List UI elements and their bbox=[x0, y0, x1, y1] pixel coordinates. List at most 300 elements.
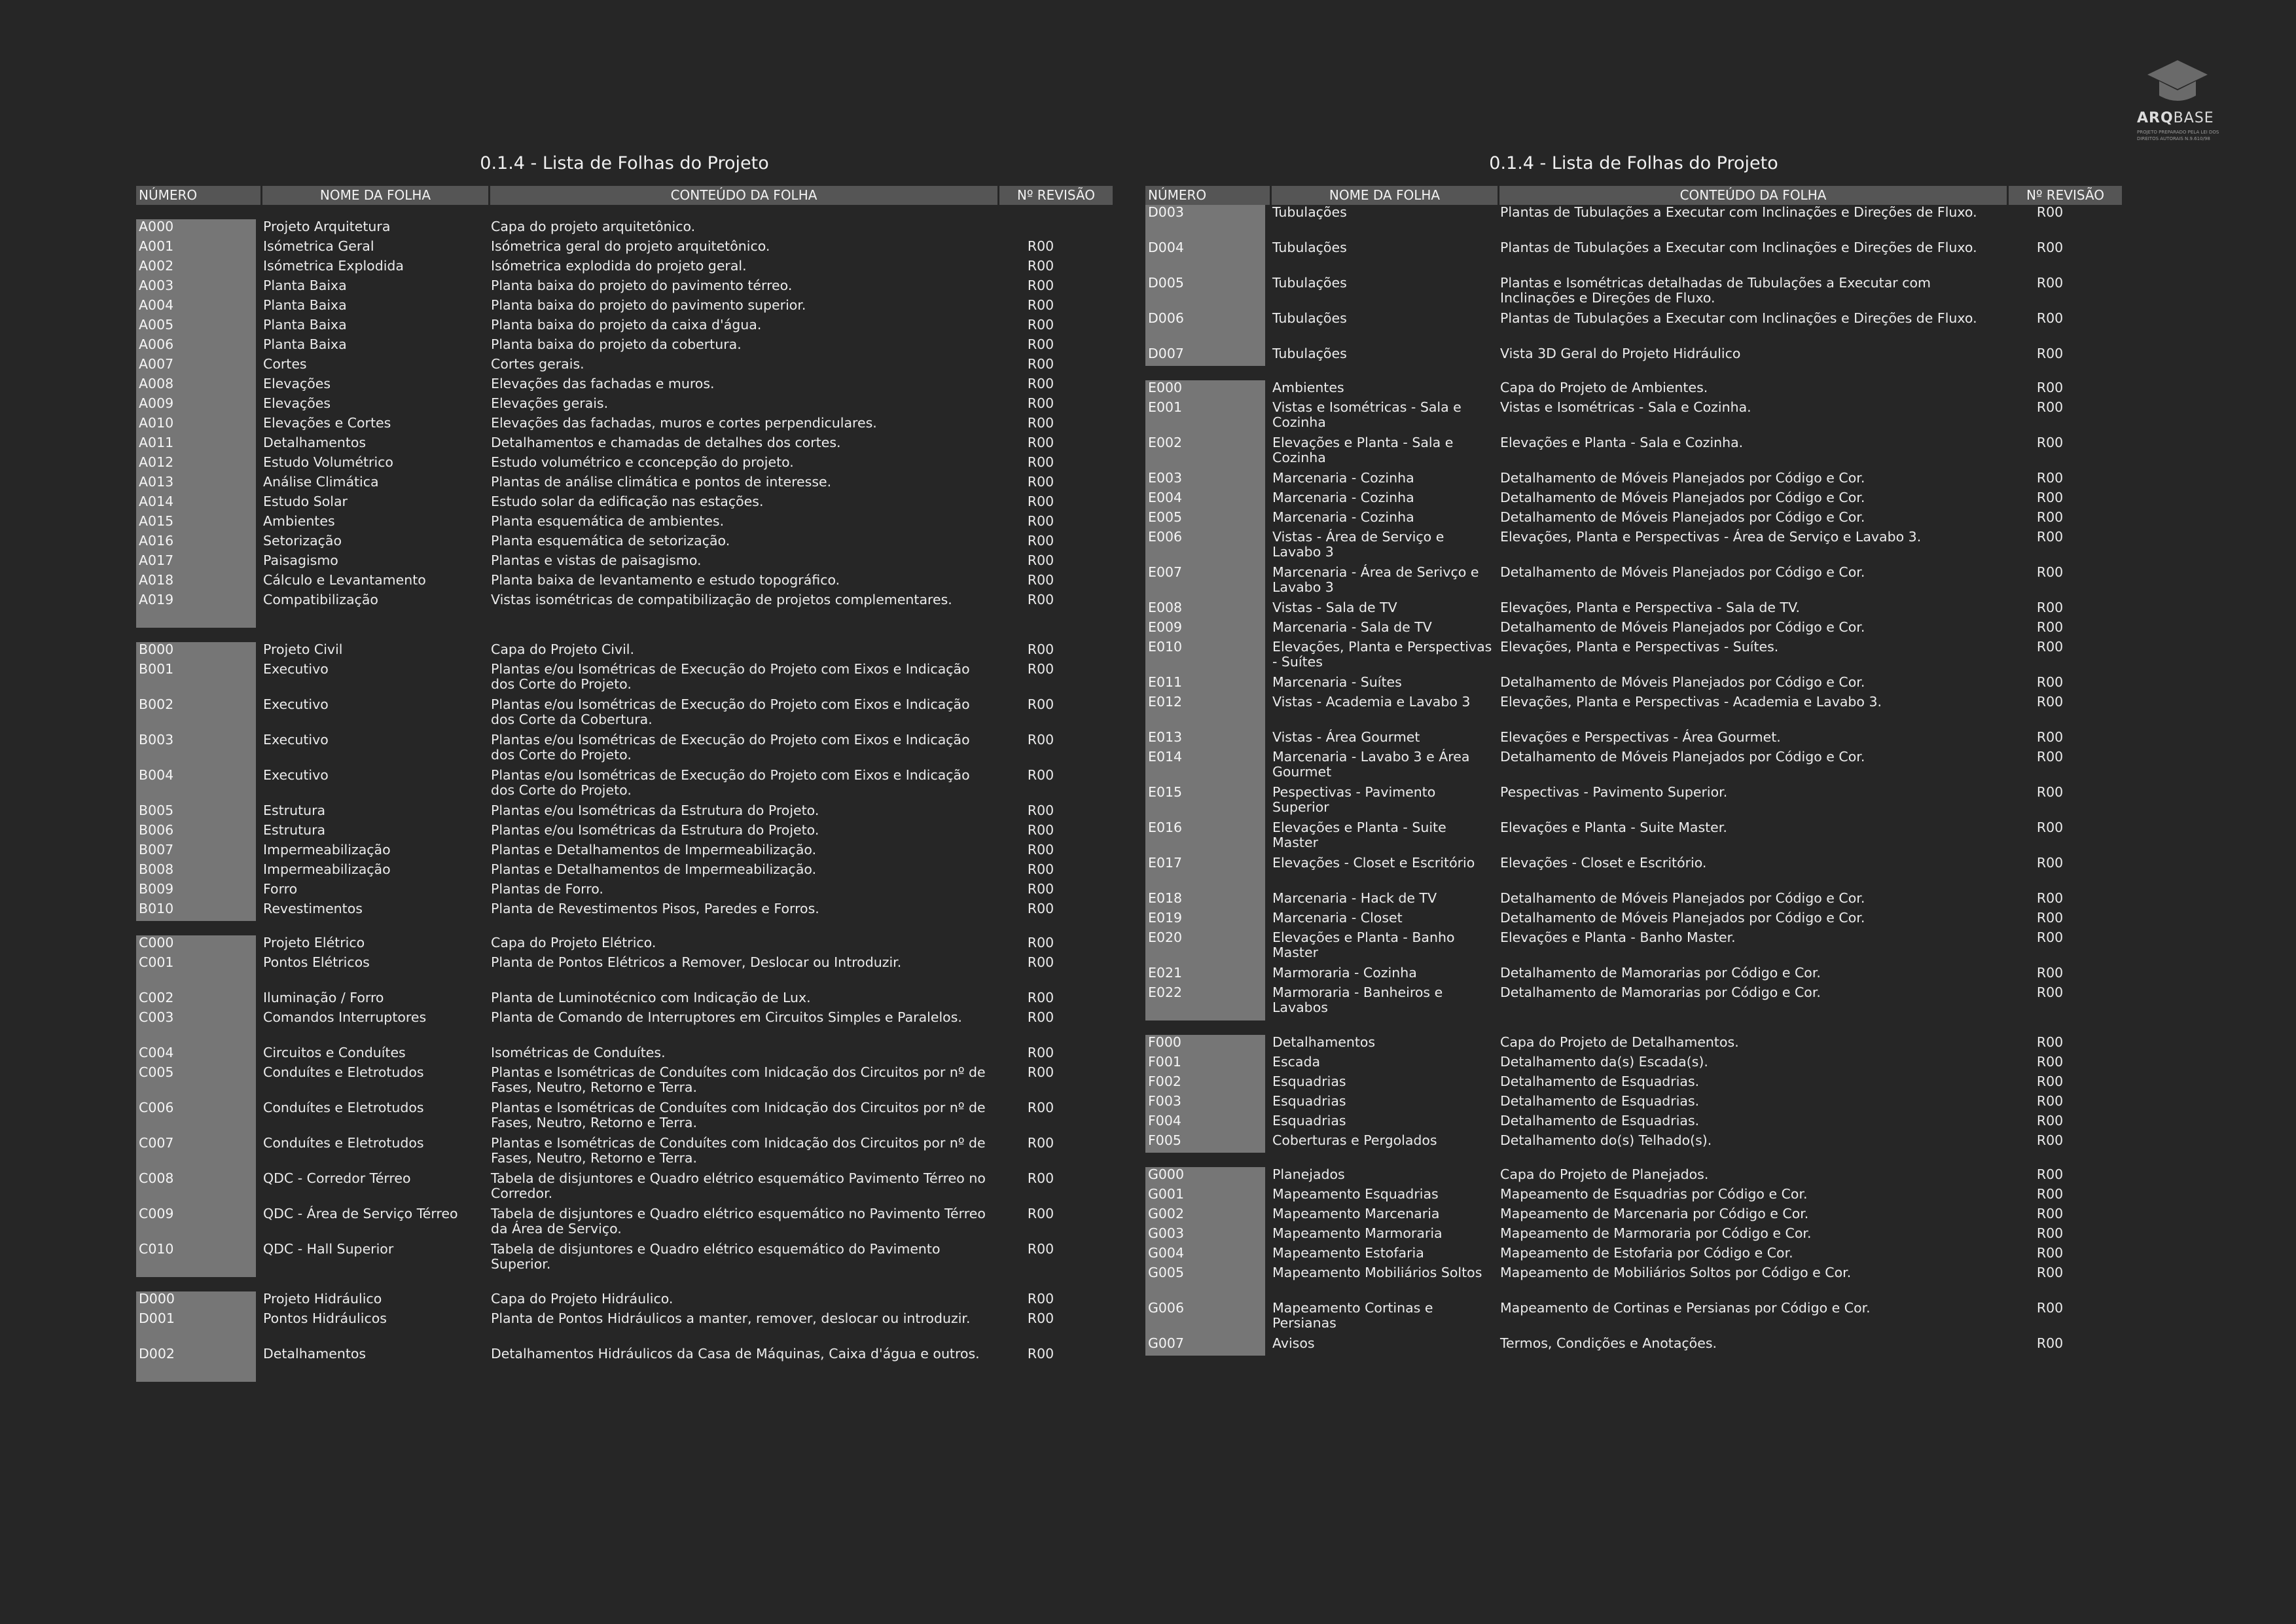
table-row bbox=[136, 533, 1113, 553]
sheet-number bbox=[1145, 380, 1270, 400]
sheet-content: Detalhamento de Móveis Planejados por Código e Cor. bbox=[1500, 470, 1865, 486]
sheet-content: Elevações e Perspectivas - Área Gourmet. bbox=[1500, 729, 1781, 745]
sheet-number bbox=[136, 862, 260, 882]
table-row bbox=[1145, 435, 2122, 471]
table-row bbox=[1145, 985, 2122, 1020]
table-row bbox=[1145, 1113, 2122, 1133]
sheet-name: Coberturas e Pergolados bbox=[1272, 1132, 1437, 1148]
sheet-number bbox=[1145, 1226, 1270, 1246]
sheet-name: Mapeamento Mobiliários Soltos bbox=[1272, 1265, 1482, 1280]
sheet-name: Marmoraria - Banheiros e Lavabos bbox=[1272, 984, 1443, 1015]
sheet-group bbox=[1145, 1153, 2122, 1356]
sheet-content: Estudo volumétrico e cconcepção do projeto. bbox=[491, 454, 794, 470]
sheet-number bbox=[1145, 1133, 1270, 1153]
sheet-number bbox=[136, 1045, 260, 1065]
sheet-number-label: C002 bbox=[136, 990, 256, 1010]
table-row bbox=[1145, 565, 2122, 600]
sheet-name: Cortes bbox=[263, 356, 307, 372]
table-body bbox=[1145, 205, 2122, 1356]
sheet-number bbox=[1145, 640, 1270, 675]
sheet-revision: R00 bbox=[2036, 435, 2064, 450]
sheet-content: Detalhamento de Móveis Planejados por Código e Cor. bbox=[1500, 749, 1865, 765]
table-row bbox=[1145, 965, 2122, 985]
table-row bbox=[136, 1010, 1113, 1045]
sheet-number bbox=[136, 514, 260, 533]
sheet-name: Vistas - Área de Serviço e Lavabo 3 bbox=[1272, 529, 1444, 560]
sheet-name: Projeto Hidráulico bbox=[263, 1291, 382, 1307]
sheet-content: Plantas e Isométricas detalhadas de Tubulações a Executar com Inclinações e Direções de Fluxo. bbox=[1500, 275, 1931, 306]
sheet-number-label: E022 bbox=[1145, 985, 1265, 1020]
sheet-content: Detalhamento de Mamorarias por Código e Cor. bbox=[1500, 965, 1821, 981]
sheet-name: Cálculo e Levantamento bbox=[263, 572, 426, 588]
sheet-number-label: B006 bbox=[136, 823, 256, 842]
sheet-name: Marcenaria - Suítes bbox=[1272, 674, 1402, 690]
table-row bbox=[136, 239, 1113, 259]
sheet-revision: R00 bbox=[2036, 929, 2064, 945]
table-row bbox=[136, 514, 1113, 533]
table-row bbox=[136, 697, 1113, 732]
sheet-revision: R00 bbox=[1027, 1206, 1054, 1221]
sheet-number-label: B010 bbox=[136, 901, 256, 921]
sheet-content: Elevações, Planta e Perspectivas - Academia e Lavabo 3. bbox=[1500, 694, 1882, 710]
sheet-name: Isómetrica Geral bbox=[263, 238, 374, 254]
sheet-content: Plantas e/ou Isométricas de Execução do Projeto com Eixos e Indicação dos Corte da Cobertura. bbox=[491, 696, 970, 727]
sheet-name: Compatibilização bbox=[263, 592, 378, 607]
sheet-content: Vistas isométricas de compatibilização de projetos complementares. bbox=[491, 592, 952, 607]
sheet-content: Planta de Revestimentos Pisos, Paredes e Forros. bbox=[491, 901, 819, 916]
sheet-number bbox=[1145, 930, 1270, 965]
sheet-number bbox=[1145, 675, 1270, 695]
sheet-content: Plantas e/ou Isométricas de Execução do Projeto com Eixos e Indicação dos Corte do Projeto. bbox=[491, 732, 970, 763]
sheet-content: Elevações, Planta e Perspectivas - Suítes. bbox=[1500, 639, 1779, 655]
sheet-revision: R00 bbox=[2036, 1093, 2064, 1109]
sheet-content: Vista 3D Geral do Projeto Hidráulico bbox=[1500, 346, 1741, 361]
sheet-name: Tubulações bbox=[1272, 346, 1347, 361]
table-row bbox=[136, 278, 1113, 298]
sheet-number-label: A002 bbox=[136, 259, 256, 278]
sheet-name: Executivo bbox=[263, 732, 329, 748]
sheet-number bbox=[1145, 856, 1270, 891]
sheet-name: Ambientes bbox=[1272, 380, 1344, 395]
sheet-number bbox=[1145, 820, 1270, 856]
sheet-content: Termos, Condições e Anotações. bbox=[1500, 1335, 1717, 1351]
group-spacer bbox=[136, 921, 1113, 935]
sheet-number bbox=[1145, 600, 1270, 620]
table-row bbox=[136, 990, 1113, 1010]
sheet-number bbox=[1145, 965, 1270, 985]
sheet-content: Vistas e Isométricas - Sala e Cozinha. bbox=[1500, 399, 1751, 415]
sheet-name: Esquadrias bbox=[1272, 1074, 1346, 1089]
sheet-number-label: B009 bbox=[136, 882, 256, 901]
sheet-number-label: E012 bbox=[1145, 695, 1265, 730]
sheet-number bbox=[136, 1171, 260, 1206]
sheet-number-label: E018 bbox=[1145, 891, 1265, 911]
table-row bbox=[136, 1206, 1113, 1242]
sheet-number bbox=[136, 697, 260, 732]
sheet-name: Vistas e Isométricas - Sala e Cozinha bbox=[1272, 399, 1462, 430]
sheet-number-label: G006 bbox=[1145, 1301, 1265, 1336]
sheet-content: Capa do Projeto de Ambientes. bbox=[1500, 380, 1708, 395]
sheet-number-label: A015 bbox=[136, 514, 256, 533]
table-row bbox=[1145, 749, 2122, 785]
sheet-number-label: F000 bbox=[1145, 1035, 1265, 1055]
sheet-revision: R00 bbox=[1027, 901, 1054, 916]
sheet-name: Elevações bbox=[263, 376, 331, 391]
sheet-content: Elevações e Planta - Banho Master. bbox=[1500, 929, 1736, 945]
sheet-content: Plantas e/ou Isométricas da Estrutura do Projeto. bbox=[491, 803, 819, 818]
sheet-number-label: E003 bbox=[1145, 471, 1265, 490]
table-row bbox=[1145, 240, 2122, 276]
sheet-number bbox=[136, 1242, 260, 1277]
table-row bbox=[136, 416, 1113, 435]
sheet-name: Impermeabilização bbox=[263, 861, 391, 877]
sheet-revision: R00 bbox=[2036, 1034, 2064, 1050]
table-row bbox=[1145, 1074, 2122, 1094]
sheet-name: Escada bbox=[1272, 1054, 1321, 1070]
table-row bbox=[136, 662, 1113, 697]
sheet-number bbox=[1145, 695, 1270, 730]
table-row bbox=[136, 768, 1113, 803]
sheet-revision: R00 bbox=[2036, 694, 2064, 710]
sheet-revision: R00 bbox=[1027, 767, 1054, 783]
group-spacer bbox=[1145, 1020, 2122, 1035]
sheet-number bbox=[136, 455, 260, 475]
sheet-number bbox=[136, 396, 260, 416]
sheet-number-label: D003 bbox=[1145, 205, 1265, 240]
sheet-revision: R00 bbox=[2036, 1054, 2064, 1070]
sheet-number bbox=[1145, 1206, 1270, 1226]
sheet-name: Projeto Elétrico bbox=[263, 935, 365, 950]
sheet-revision: R00 bbox=[1027, 395, 1054, 411]
sheet-name: Mapeamento Marcenaria bbox=[1272, 1206, 1440, 1221]
sheet-number bbox=[1145, 1265, 1270, 1301]
sheet-name: Pontos Hidráulicos bbox=[263, 1310, 387, 1326]
sheet-content: Planta de Pontos Hidráulicos a manter, remover, deslocar ou introduzir. bbox=[491, 1310, 971, 1326]
sheet-content: Elevações das fachadas, muros e cortes perpendiculares. bbox=[491, 415, 877, 431]
sheet-revision: R00 bbox=[1027, 297, 1054, 313]
sheet-number bbox=[1145, 1187, 1270, 1206]
sheet-number bbox=[136, 533, 260, 553]
sheet-name: Vistas - Área Gourmet bbox=[1272, 729, 1420, 745]
sheet-number-label: D000 bbox=[136, 1291, 256, 1311]
table-row bbox=[136, 732, 1113, 768]
sheet-name: Marcenaria - Cozinha bbox=[1272, 470, 1414, 486]
sheet-content: Pespectivas - Pavimento Superior. bbox=[1500, 784, 1728, 800]
sheet-revision: R00 bbox=[1027, 415, 1054, 431]
sheet-list-left bbox=[136, 152, 1113, 1382]
sheet-number-label: E021 bbox=[1145, 965, 1265, 985]
sheet-name: Vistas - Sala de TV bbox=[1272, 600, 1397, 615]
table-row bbox=[136, 1242, 1113, 1277]
sheet-revision: R00 bbox=[1027, 572, 1054, 588]
sheet-number-label: B000 bbox=[136, 642, 256, 662]
sheet-number bbox=[136, 475, 260, 494]
sheet-number-label: C000 bbox=[136, 935, 256, 955]
sheet-name: Executivo bbox=[263, 696, 329, 712]
table-row bbox=[136, 573, 1113, 592]
sheet-number-label: D004 bbox=[1145, 240, 1265, 276]
sheet-number bbox=[1145, 276, 1270, 311]
sheet-revision: R00 bbox=[1027, 696, 1054, 712]
sheet-content: Plantas e/ou Isométricas de Execução do Projeto com Eixos e Indicação dos Corte do Projeto. bbox=[491, 661, 970, 692]
sheet-name: Planejados bbox=[1272, 1166, 1345, 1182]
sheet-number bbox=[136, 1206, 260, 1242]
sheet-number-label: F005 bbox=[1145, 1133, 1265, 1153]
sheet-name: Elevações bbox=[263, 395, 331, 411]
sheet-content: Isómetrica explodida do projeto geral. bbox=[491, 258, 747, 274]
sheet-number bbox=[136, 732, 260, 768]
sheet-content: Elevações gerais. bbox=[491, 395, 609, 411]
sheet-number bbox=[1145, 311, 1270, 346]
table-row bbox=[1145, 911, 2122, 930]
sheet-name: Marcenaria - Cozinha bbox=[1272, 509, 1414, 525]
sheet-number bbox=[1145, 240, 1270, 276]
sheet-number-label: E010 bbox=[1145, 640, 1265, 675]
sheet-revision: R00 bbox=[2036, 1245, 2064, 1261]
sheet-number-label: E011 bbox=[1145, 675, 1265, 695]
sheet-revision: R00 bbox=[1027, 861, 1054, 877]
sheet-revision: R00 bbox=[2036, 910, 2064, 926]
sheet-content: Plantas e vistas de paisagismo. bbox=[491, 552, 702, 568]
table-row bbox=[1145, 730, 2122, 749]
table-row bbox=[1145, 1133, 2122, 1153]
sheet-content: Planta baixa do projeto do pavimento superior. bbox=[491, 297, 806, 313]
table-row bbox=[136, 1311, 1113, 1346]
table-row bbox=[136, 901, 1113, 921]
sheet-number-label: E013 bbox=[1145, 730, 1265, 749]
sheet-number bbox=[1145, 1035, 1270, 1055]
sheet-number-label: A004 bbox=[136, 298, 256, 317]
sheet-name: Avisos bbox=[1272, 1335, 1315, 1351]
sheet-name: Marcenaria - Sala de TV bbox=[1272, 619, 1432, 635]
header-nome: NOME DA FOLHA bbox=[260, 186, 488, 205]
sheet-name: Planta Baixa bbox=[263, 317, 347, 333]
sheet-number bbox=[1145, 911, 1270, 930]
table-row bbox=[136, 1346, 1113, 1382]
sheet-number-label: C006 bbox=[136, 1100, 256, 1136]
sheet-number bbox=[136, 553, 260, 573]
sheet-number-label: A018 bbox=[136, 573, 256, 592]
sheet-number bbox=[136, 990, 260, 1010]
sheet-number bbox=[136, 239, 260, 259]
sheet-number-label: E019 bbox=[1145, 911, 1265, 930]
table-row bbox=[1145, 1246, 2122, 1265]
sheet-revision: R00 bbox=[1027, 356, 1054, 372]
arqbase-logo bbox=[2137, 58, 2222, 142]
sheet-number-label: F004 bbox=[1145, 1113, 1265, 1133]
sheet-revision: R00 bbox=[1027, 1310, 1054, 1326]
sheet-group bbox=[136, 628, 1113, 921]
sheet-number bbox=[1145, 730, 1270, 749]
sheet-number-label: E020 bbox=[1145, 930, 1265, 965]
table-row bbox=[136, 553, 1113, 573]
sheet-number-label: B007 bbox=[136, 842, 256, 862]
sheet-content: Detalhamento de Móveis Planejados por Código e Cor. bbox=[1500, 490, 1865, 505]
sheet-revision: R00 bbox=[2036, 639, 2064, 655]
header-conteudo: CONTEÚDO DA FOLHA bbox=[488, 186, 997, 205]
sheet-number bbox=[136, 955, 260, 990]
sheet-revision: R00 bbox=[2036, 729, 2064, 745]
table-row bbox=[136, 475, 1113, 494]
sheet-revision: R00 bbox=[2036, 1300, 2064, 1316]
sheet-revision: R00 bbox=[2036, 619, 2064, 635]
sheet-revision: R00 bbox=[1027, 881, 1054, 897]
sheet-number-label: E006 bbox=[1145, 530, 1265, 565]
sheet-number-label: G007 bbox=[1145, 1336, 1265, 1356]
sheet-revision: R00 bbox=[2036, 1206, 2064, 1221]
sheet-name: Mapeamento Esquadrias bbox=[1272, 1186, 1439, 1202]
sheet-number-label: A008 bbox=[136, 376, 256, 396]
sheet-revision: R00 bbox=[1027, 990, 1054, 1005]
sheet-revision: R00 bbox=[2036, 346, 2064, 361]
sheet-revision: R00 bbox=[2036, 855, 2064, 871]
sheet-number bbox=[1145, 1336, 1270, 1356]
sheet-name: Conduítes e Eletrotudos bbox=[263, 1100, 424, 1115]
table-row bbox=[136, 862, 1113, 882]
sheet-name: Análise Climática bbox=[263, 474, 379, 490]
sheet-content: Mapeamento de Esquadrias por Código e Cor. bbox=[1500, 1186, 1808, 1202]
sheet-revision: R00 bbox=[1027, 935, 1054, 950]
sheet-revision: R00 bbox=[2036, 529, 2064, 545]
sheet-revision: R00 bbox=[2036, 380, 2064, 395]
sheet-revision: R00 bbox=[1027, 376, 1054, 391]
table-body bbox=[136, 205, 1113, 1382]
sheet-content: Mapeamento de Estofaria por Código e Cor. bbox=[1500, 1245, 1793, 1261]
sheet-number-label: C001 bbox=[136, 955, 256, 990]
sheet-revision: R00 bbox=[1027, 1100, 1054, 1115]
header-nome: NOME DA FOLHA bbox=[1270, 186, 1498, 205]
sheet-number bbox=[1145, 1094, 1270, 1113]
header-revisao: Nº REVISÃO bbox=[997, 186, 1113, 205]
sheet-content: Capa do Projeto Civil. bbox=[491, 641, 635, 657]
sheet-number-label: C005 bbox=[136, 1065, 256, 1100]
sheet-number bbox=[1145, 1167, 1270, 1187]
sheet-number bbox=[1145, 530, 1270, 565]
sheet-content: Capa do Projeto de Detalhamentos. bbox=[1500, 1034, 1739, 1050]
sheet-number-label: C008 bbox=[136, 1171, 256, 1206]
sheet-number-label: A019 bbox=[136, 592, 256, 628]
sheet-name: Estudo Volumétrico bbox=[263, 454, 393, 470]
sheet-content: Detalhamento de Móveis Planejados por Código e Cor. bbox=[1500, 619, 1865, 635]
table-row bbox=[1145, 1336, 2122, 1356]
sheet-number-label: E000 bbox=[1145, 380, 1265, 400]
group-spacer bbox=[136, 1277, 1113, 1291]
sheet-number-label: B005 bbox=[136, 803, 256, 823]
sheet-number-label: A005 bbox=[136, 317, 256, 337]
table-row bbox=[1145, 276, 2122, 311]
sheet-name: Elevações, Planta e Perspectivas - Suítes bbox=[1272, 639, 1492, 670]
sheet-number bbox=[136, 901, 260, 921]
sheet-revision: R00 bbox=[1027, 552, 1054, 568]
table-row bbox=[1145, 346, 2122, 366]
sheet-revision: R00 bbox=[1027, 1009, 1054, 1025]
sheet-number-label: E016 bbox=[1145, 820, 1265, 856]
sheet-revision: R00 bbox=[1027, 592, 1054, 607]
sheet-number-label: B004 bbox=[136, 768, 256, 803]
sheet-name: Elevações e Planta - Banho Master bbox=[1272, 929, 1455, 960]
sheet-content: Capa do projeto arquitetônico. bbox=[491, 219, 696, 234]
sheet-content: Planta baixa do projeto da caixa d'água. bbox=[491, 317, 762, 333]
table-row bbox=[136, 1136, 1113, 1171]
table-row bbox=[1145, 510, 2122, 530]
sheet-name: Elevações e Planta - Sala e Cozinha bbox=[1272, 435, 1454, 465]
sheet-name: Projeto Arquitetura bbox=[263, 219, 391, 234]
sheet-number-label: E014 bbox=[1145, 749, 1265, 785]
sheet-number-label: D007 bbox=[1145, 346, 1265, 366]
sheet-content: Detalhamento do(s) Telhado(s). bbox=[1500, 1132, 1712, 1148]
sheet-number-label: G003 bbox=[1145, 1226, 1265, 1246]
sheet-name: Tubulações bbox=[1272, 310, 1347, 326]
sheet-name: QDC - Hall Superior bbox=[263, 1241, 394, 1257]
table-row bbox=[1145, 400, 2122, 435]
sheet-revision: R00 bbox=[1027, 661, 1054, 677]
sheet-number bbox=[136, 1311, 260, 1346]
table-header bbox=[136, 186, 1113, 205]
sheet-revision: R00 bbox=[1027, 317, 1054, 333]
table-row bbox=[136, 1045, 1113, 1065]
sheet-number-label: D001 bbox=[136, 1311, 256, 1346]
sheet-content: Elevações, Planta e Perspectiva - Sala de TV. bbox=[1500, 600, 1800, 615]
sheet-content: Plantas de Tubulações a Executar com Inclinações e Direções de Fluxo. bbox=[1500, 240, 1977, 255]
group-spacer bbox=[1145, 1153, 2122, 1167]
sheet-name: Setorização bbox=[263, 533, 342, 549]
sheet-revision: R00 bbox=[2036, 204, 2064, 220]
sheet-number-label: A012 bbox=[136, 455, 256, 475]
sheet-name: Mapeamento Marmoraria bbox=[1272, 1225, 1443, 1241]
table-row bbox=[136, 357, 1113, 376]
table-row bbox=[1145, 620, 2122, 640]
table-row bbox=[1145, 856, 2122, 891]
table-row bbox=[136, 642, 1113, 662]
header-revisao: Nº REVISÃO bbox=[2007, 186, 2122, 205]
sheet-number bbox=[1145, 1246, 1270, 1265]
sheet-revision: R00 bbox=[1027, 474, 1054, 490]
sheet-number-label: E004 bbox=[1145, 490, 1265, 510]
sheet-revision: R00 bbox=[2036, 1166, 2064, 1182]
sheet-content: Plantas de Tubulações a Executar com Inclinações e Direções de Fluxo. bbox=[1500, 310, 1977, 326]
sheet-content: Detalhamento de Móveis Planejados por Código e Cor. bbox=[1500, 674, 1865, 690]
table-title: 0.1.4 - Lista de Folhas do Projeto bbox=[1489, 153, 1778, 173]
sheet-content: Elevações - Closet e Escritório. bbox=[1500, 855, 1707, 871]
sheet-content: Plantas e/ou Isométricas de Execução do Projeto com Eixos e Indicação dos Corte do Projeto. bbox=[491, 767, 970, 798]
sheet-name: Executivo bbox=[263, 767, 329, 783]
sheet-number bbox=[136, 1346, 260, 1382]
sheet-content: Cortes gerais. bbox=[491, 356, 584, 372]
sheet-revision: R00 bbox=[2036, 820, 2064, 835]
sheet-revision bbox=[997, 219, 1113, 239]
table-row bbox=[136, 435, 1113, 455]
sheet-number bbox=[136, 573, 260, 592]
sheet-revision: R00 bbox=[1027, 842, 1054, 857]
table-row bbox=[1145, 1187, 2122, 1206]
sheet-revision: R00 bbox=[1027, 803, 1054, 818]
sheet-number-label: A000 bbox=[136, 219, 256, 239]
sheet-number bbox=[136, 1136, 260, 1171]
sheet-number bbox=[1145, 565, 1270, 600]
sheet-content: Elevações das fachadas e muros. bbox=[491, 376, 715, 391]
sheet-revision: R00 bbox=[2036, 564, 2064, 580]
sheet-content: Plantas e Isométricas de Conduítes com Inidcação dos Circuitos por nº de Fases, Neutro, Retorno e Terra. bbox=[491, 1100, 986, 1130]
sheet-name: Detalhamentos bbox=[263, 1346, 367, 1362]
sheet-revision: R00 bbox=[1027, 533, 1054, 549]
sheet-content: Plantas e/ou Isométricas da Estrutura do Projeto. bbox=[491, 822, 819, 838]
sheet-revision: R00 bbox=[2036, 784, 2064, 800]
sheet-name: Comandos Interruptores bbox=[263, 1009, 427, 1025]
table-row bbox=[1145, 1301, 2122, 1336]
table-title: 0.1.4 - Lista de Folhas do Projeto bbox=[480, 153, 769, 173]
sheet-content: Mapeamento de Marmoraria por Código e Cor. bbox=[1500, 1225, 1812, 1241]
sheet-name: Planta Baixa bbox=[263, 336, 347, 352]
